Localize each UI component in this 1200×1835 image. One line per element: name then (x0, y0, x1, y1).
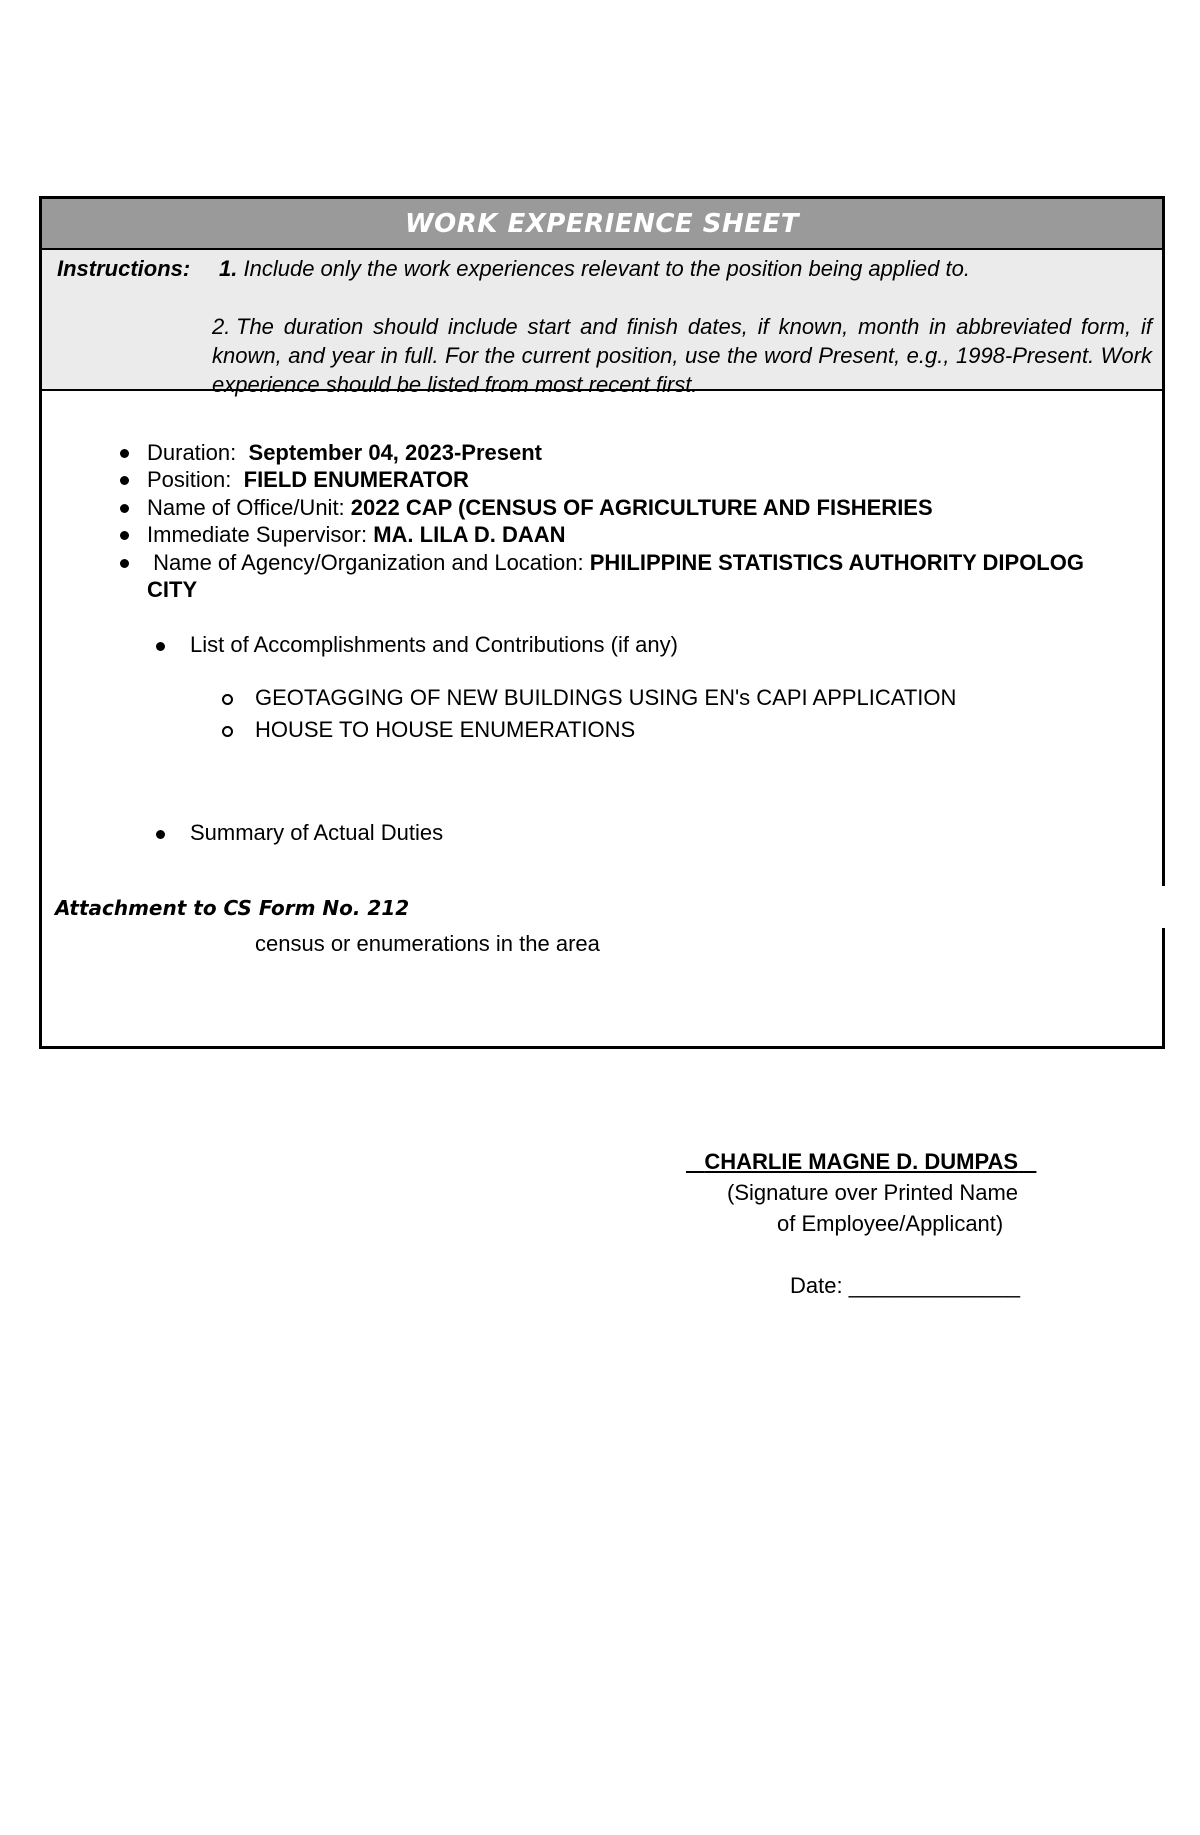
duration-item (147, 440, 542, 466)
bullet-icon (120, 476, 129, 485)
signature-caption-line2: of Employee/Applicant) (777, 1211, 1004, 1236)
duration-value: September 04, 2023-Present (248, 440, 543, 465)
agency-label: Name of Agency/Organization and Location: (153, 550, 584, 575)
accomplishment-item: HOUSE TO HOUSE ENUMERATIONS (255, 717, 636, 742)
attachment-label: Attachment to CS Form No. 212 (55, 896, 410, 920)
instruction-1-text: Include only the work experiences relevant to the position being applied to. (243, 256, 970, 281)
instruction-2-text: The duration should include start and finish dates, if known, month in abbreviated form, if known, and year in full. For the current position, use the word Present, e.g., 1998-Present. Work experience should be listed from most recent first. (212, 314, 1152, 397)
supervisor-item (147, 522, 566, 548)
bullet-icon (120, 531, 129, 540)
duration-label: Duration: (147, 440, 237, 465)
signature-caption-line1: (Signature over Printed Name (727, 1180, 1019, 1205)
agency-value-line1: PHILIPPINE STATISTICS AUTHORITY DIPOLOG (589, 550, 1084, 575)
agency-value-line2: CITY (147, 577, 198, 602)
supervisor-label: Immediate Supervisor: (147, 522, 368, 547)
date-field: Date: ______________ (790, 1273, 1020, 1298)
sheet-title: WORK EXPERIENCE SHEET (42, 199, 1162, 250)
duties-heading: Summary of Actual Duties (190, 820, 444, 845)
signatory-name-text: CHARLIE MAGNE D. DUMPAS (704, 1149, 1019, 1174)
instructions-label: Instructions: (57, 256, 191, 281)
agency-item (147, 550, 1084, 576)
instruction-1-num: 1. (219, 256, 238, 281)
circle-bullet-icon (222, 694, 233, 705)
instruction-2 (212, 312, 1152, 399)
office-value: 2022 CAP (CENSUS OF AGRICULTURE AND FISHERIES (350, 495, 933, 520)
border-gap (1154, 886, 1168, 928)
bullet-icon (120, 559, 129, 568)
accomplishment-item: GEOTAGGING OF NEW BUILDINGS USING EN's CAPI APPLICATION (255, 685, 957, 710)
bullet-icon (120, 449, 129, 458)
bullet-icon (120, 504, 129, 513)
position-item (147, 467, 469, 493)
supervisor-value: MA. LILA D. DAAN (373, 522, 566, 547)
signatory-name (686, 1149, 1036, 1175)
bullet-icon (156, 642, 165, 651)
bullet-icon (156, 830, 165, 839)
instructions-box (42, 250, 1162, 397)
position-value: FIELD ENUMERATOR (243, 467, 469, 492)
instruction-1 (219, 254, 970, 283)
work-experience-sheet (39, 196, 1164, 1048)
instruction-2-num: 2. (212, 314, 231, 339)
circle-bullet-icon (222, 726, 233, 737)
office-item (147, 495, 933, 521)
position-label: Position: (147, 467, 232, 492)
accomplishments-heading: List of Accomplishments and Contributions (if any) (190, 632, 678, 657)
office-label: Name of Office/Unit: (147, 495, 345, 520)
duties-text: census or enumerations in the area (255, 931, 600, 956)
